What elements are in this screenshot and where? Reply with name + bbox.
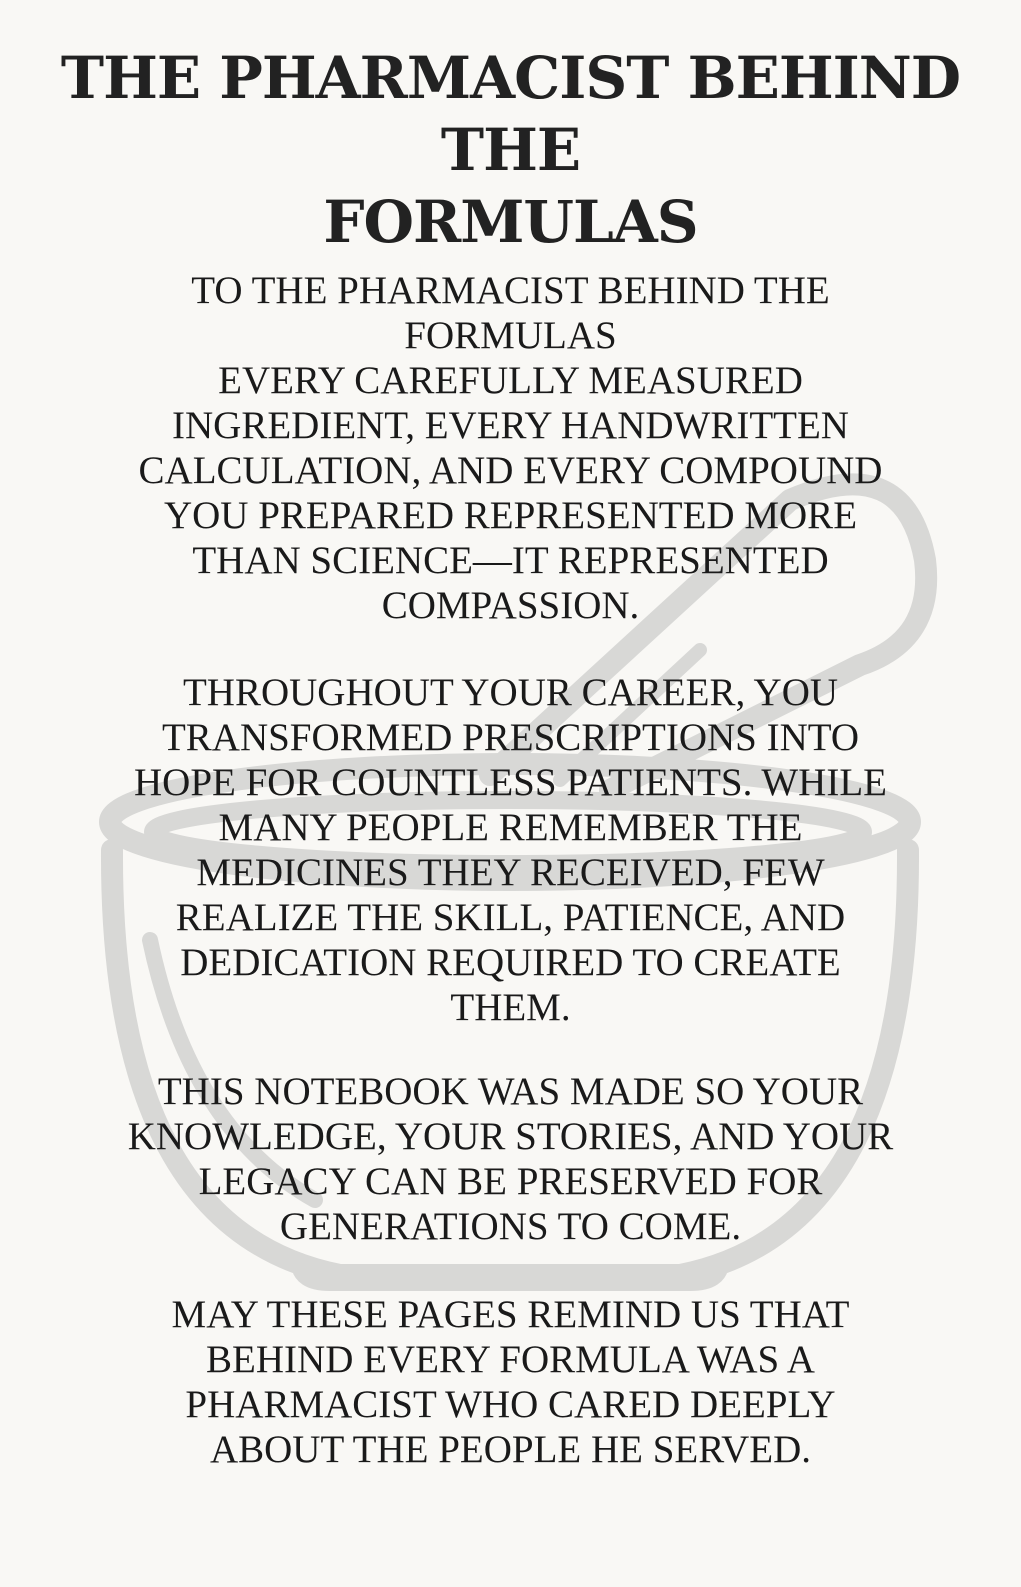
paragraph-closing [100,1292,921,1472]
paragraph-text: THROUGHOUT YOUR CAREER, YOU TRANSFORMED PRESCRIPTIONS INTO HOPE FOR COUNTLESS PATIENTS. WHILE MANY PEOPLE REMEMBER THE MEDICINES THEY RECEIVED, FEW REALIZE THE SKILL, PATIENCE, AND DEDICATION REQUIRED TO CREATE THEM. [134,671,887,1029]
paragraph-text: THIS NOTEBOOK WAS MADE SO YOUR KNOWLEDGE, YOUR STORIES, AND YOUR LEGACY CAN BE PRESERVED FOR GENERATIONS TO COME. [127,1070,894,1248]
page-title: THE PHARMACIST BEHIND THE FORMULAS [60,44,961,256]
paragraph-text: TO THE PHARMACIST BEHIND THE FORMULAS EVERY CAREFULLY MEASURED INGREDIENT, EVERY HANDWRITTEN CALCULATION, AND EVERY COMPOUND YOU PREPARED REPRESENTED MORE THAN SCIENCE—IT REPRESENTED COMPASSION. [138,269,883,627]
paragraph-text: MAY THESE PAGES REMIND US THAT BEHIND EVERY FORMULA WAS A PHARMACIST WHO CARED DEEPLY ABOUT THE PEOPLE HE SERVED. [171,1293,850,1471]
paragraph-notebook [100,1069,921,1249]
paragraph-dedication [100,268,921,628]
paragraph-career [100,670,921,1030]
